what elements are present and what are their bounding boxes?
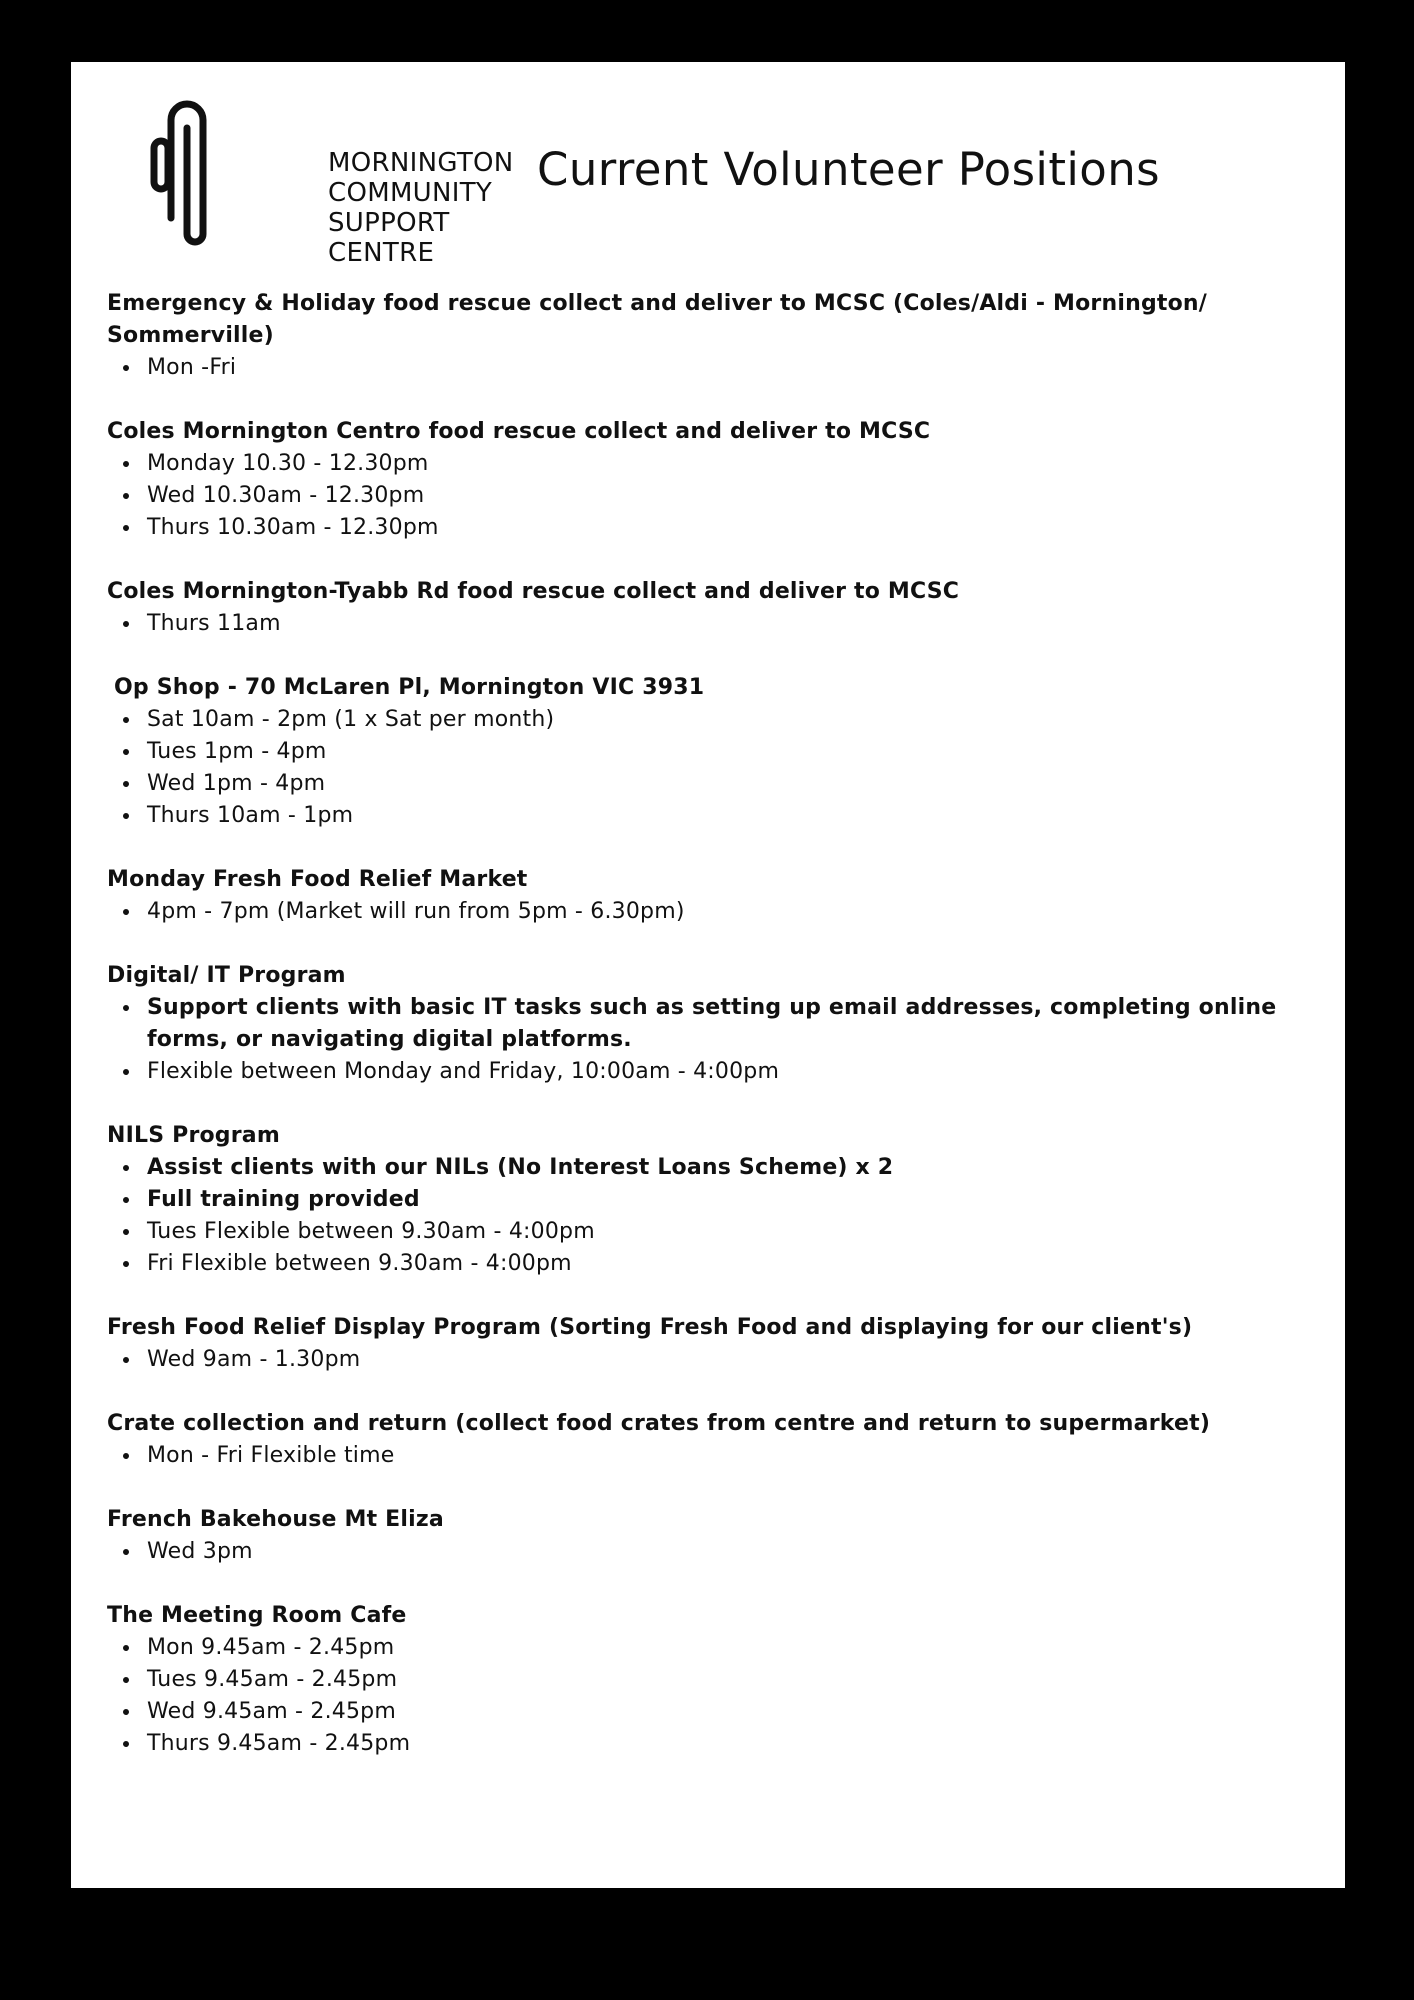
section-nils-program (107, 1120, 1332, 1280)
list-item: Mon 9.45am - 2.45pm (147, 1632, 1332, 1664)
list-item: Support clients with basic IT tasks such as setting up email addresses, completing online forms, or navigating digital platforms. (147, 992, 1332, 1056)
list-item: Thurs 9.45am - 2.45pm (147, 1728, 1332, 1760)
list-item: Tues 9.45am - 2.45pm (147, 1664, 1332, 1696)
list-item: Flexible between Monday and Friday, 10:00am - 4:00pm (147, 1056, 1332, 1088)
list-item: Thurs 11am (147, 608, 1332, 640)
list-item: Sat 10am - 2pm (1 x Sat per month) (147, 704, 1332, 736)
section-title: Op Shop - 70 McLaren Pl, Mornington VIC 3931 (114, 675, 705, 700)
section-coles-centro (107, 416, 1332, 544)
section-title: Digital/ IT Program (107, 963, 346, 988)
section-items (107, 1536, 1332, 1568)
section-emergency-food-rescue (107, 288, 1332, 384)
list-item: Thurs 10am - 1pm (147, 800, 1332, 832)
section-items (107, 1440, 1332, 1472)
section-title: Monday Fresh Food Relief Market (107, 867, 528, 892)
section-items (107, 608, 1332, 640)
section-items (107, 1152, 1332, 1280)
section-items (107, 352, 1332, 384)
section-op-shop (107, 672, 1332, 832)
logo-line: CENTRE (328, 238, 435, 268)
list-item: Wed 9.45am - 2.45pm (147, 1696, 1332, 1728)
logo-line: COMMUNITY (328, 178, 493, 208)
list-item: 4pm - 7pm (Market will run from 5pm - 6.30pm) (147, 896, 1332, 928)
logo-wordmark (328, 148, 514, 268)
section-items (107, 1344, 1332, 1376)
section-title: NILS Program (107, 1123, 280, 1148)
section-title: Emergency & Holiday food rescue collect and deliver to MCSC (Coles/Aldi - Mornington/ Sommerville) (107, 291, 1208, 348)
section-title: French Bakehouse Mt Eliza (107, 1507, 444, 1532)
list-item: Monday 10.30 - 12.30pm (147, 448, 1332, 480)
positions-list (107, 288, 1332, 1792)
list-item: Wed 10.30am - 12.30pm (147, 480, 1332, 512)
section-french-bakehouse (107, 1504, 1332, 1568)
section-items (107, 1632, 1332, 1760)
section-coles-tyabb-rd (107, 576, 1332, 640)
section-title: Coles Mornington-Tyabb Rd food rescue collect and deliver to MCSC (107, 579, 960, 604)
list-item: Mon - Fri Flexible time (147, 1440, 1332, 1472)
list-item: Thurs 10.30am - 12.30pm (147, 512, 1332, 544)
section-items (107, 448, 1332, 544)
section-items (107, 992, 1332, 1088)
list-item: Assist clients with our NILs (No Interest Loans Scheme) x 2 (147, 1152, 1332, 1184)
section-digital-it-program (107, 960, 1332, 1088)
section-fresh-food-display (107, 1312, 1332, 1376)
document-page (71, 62, 1345, 1888)
page-title: Current Volunteer Positions (537, 143, 1160, 196)
section-title: Crate collection and return (collect food crates from centre and return to supermarket) (107, 1411, 1211, 1436)
section-items (107, 896, 1332, 928)
list-item: Wed 1pm - 4pm (147, 768, 1332, 800)
section-meeting-room-cafe (107, 1600, 1332, 1760)
section-items (107, 704, 1332, 832)
section-title: The Meeting Room Cafe (107, 1603, 407, 1628)
list-item: Full training provided (147, 1184, 1332, 1216)
section-crate-collection (107, 1408, 1332, 1472)
list-item: Fri Flexible between 9.30am - 4:00pm (147, 1248, 1332, 1280)
list-item: Tues 1pm - 4pm (147, 736, 1332, 768)
section-monday-market (107, 864, 1332, 928)
paperclip-logo-icon (143, 98, 239, 250)
list-item: Mon -Fri (147, 352, 1332, 384)
logo-line: MORNINGTON (328, 148, 514, 178)
header (71, 62, 1345, 268)
list-item: Wed 9am - 1.30pm (147, 1344, 1332, 1376)
logo-line: SUPPORT (328, 208, 450, 238)
section-title: Coles Mornington Centro food rescue collect and deliver to MCSC (107, 419, 931, 444)
list-item: Wed 3pm (147, 1536, 1332, 1568)
section-title: Fresh Food Relief Display Program (Sorting Fresh Food and displaying for our client's) (107, 1315, 1193, 1340)
logo (143, 98, 514, 268)
list-item: Tues Flexible between 9.30am - 4:00pm (147, 1216, 1332, 1248)
